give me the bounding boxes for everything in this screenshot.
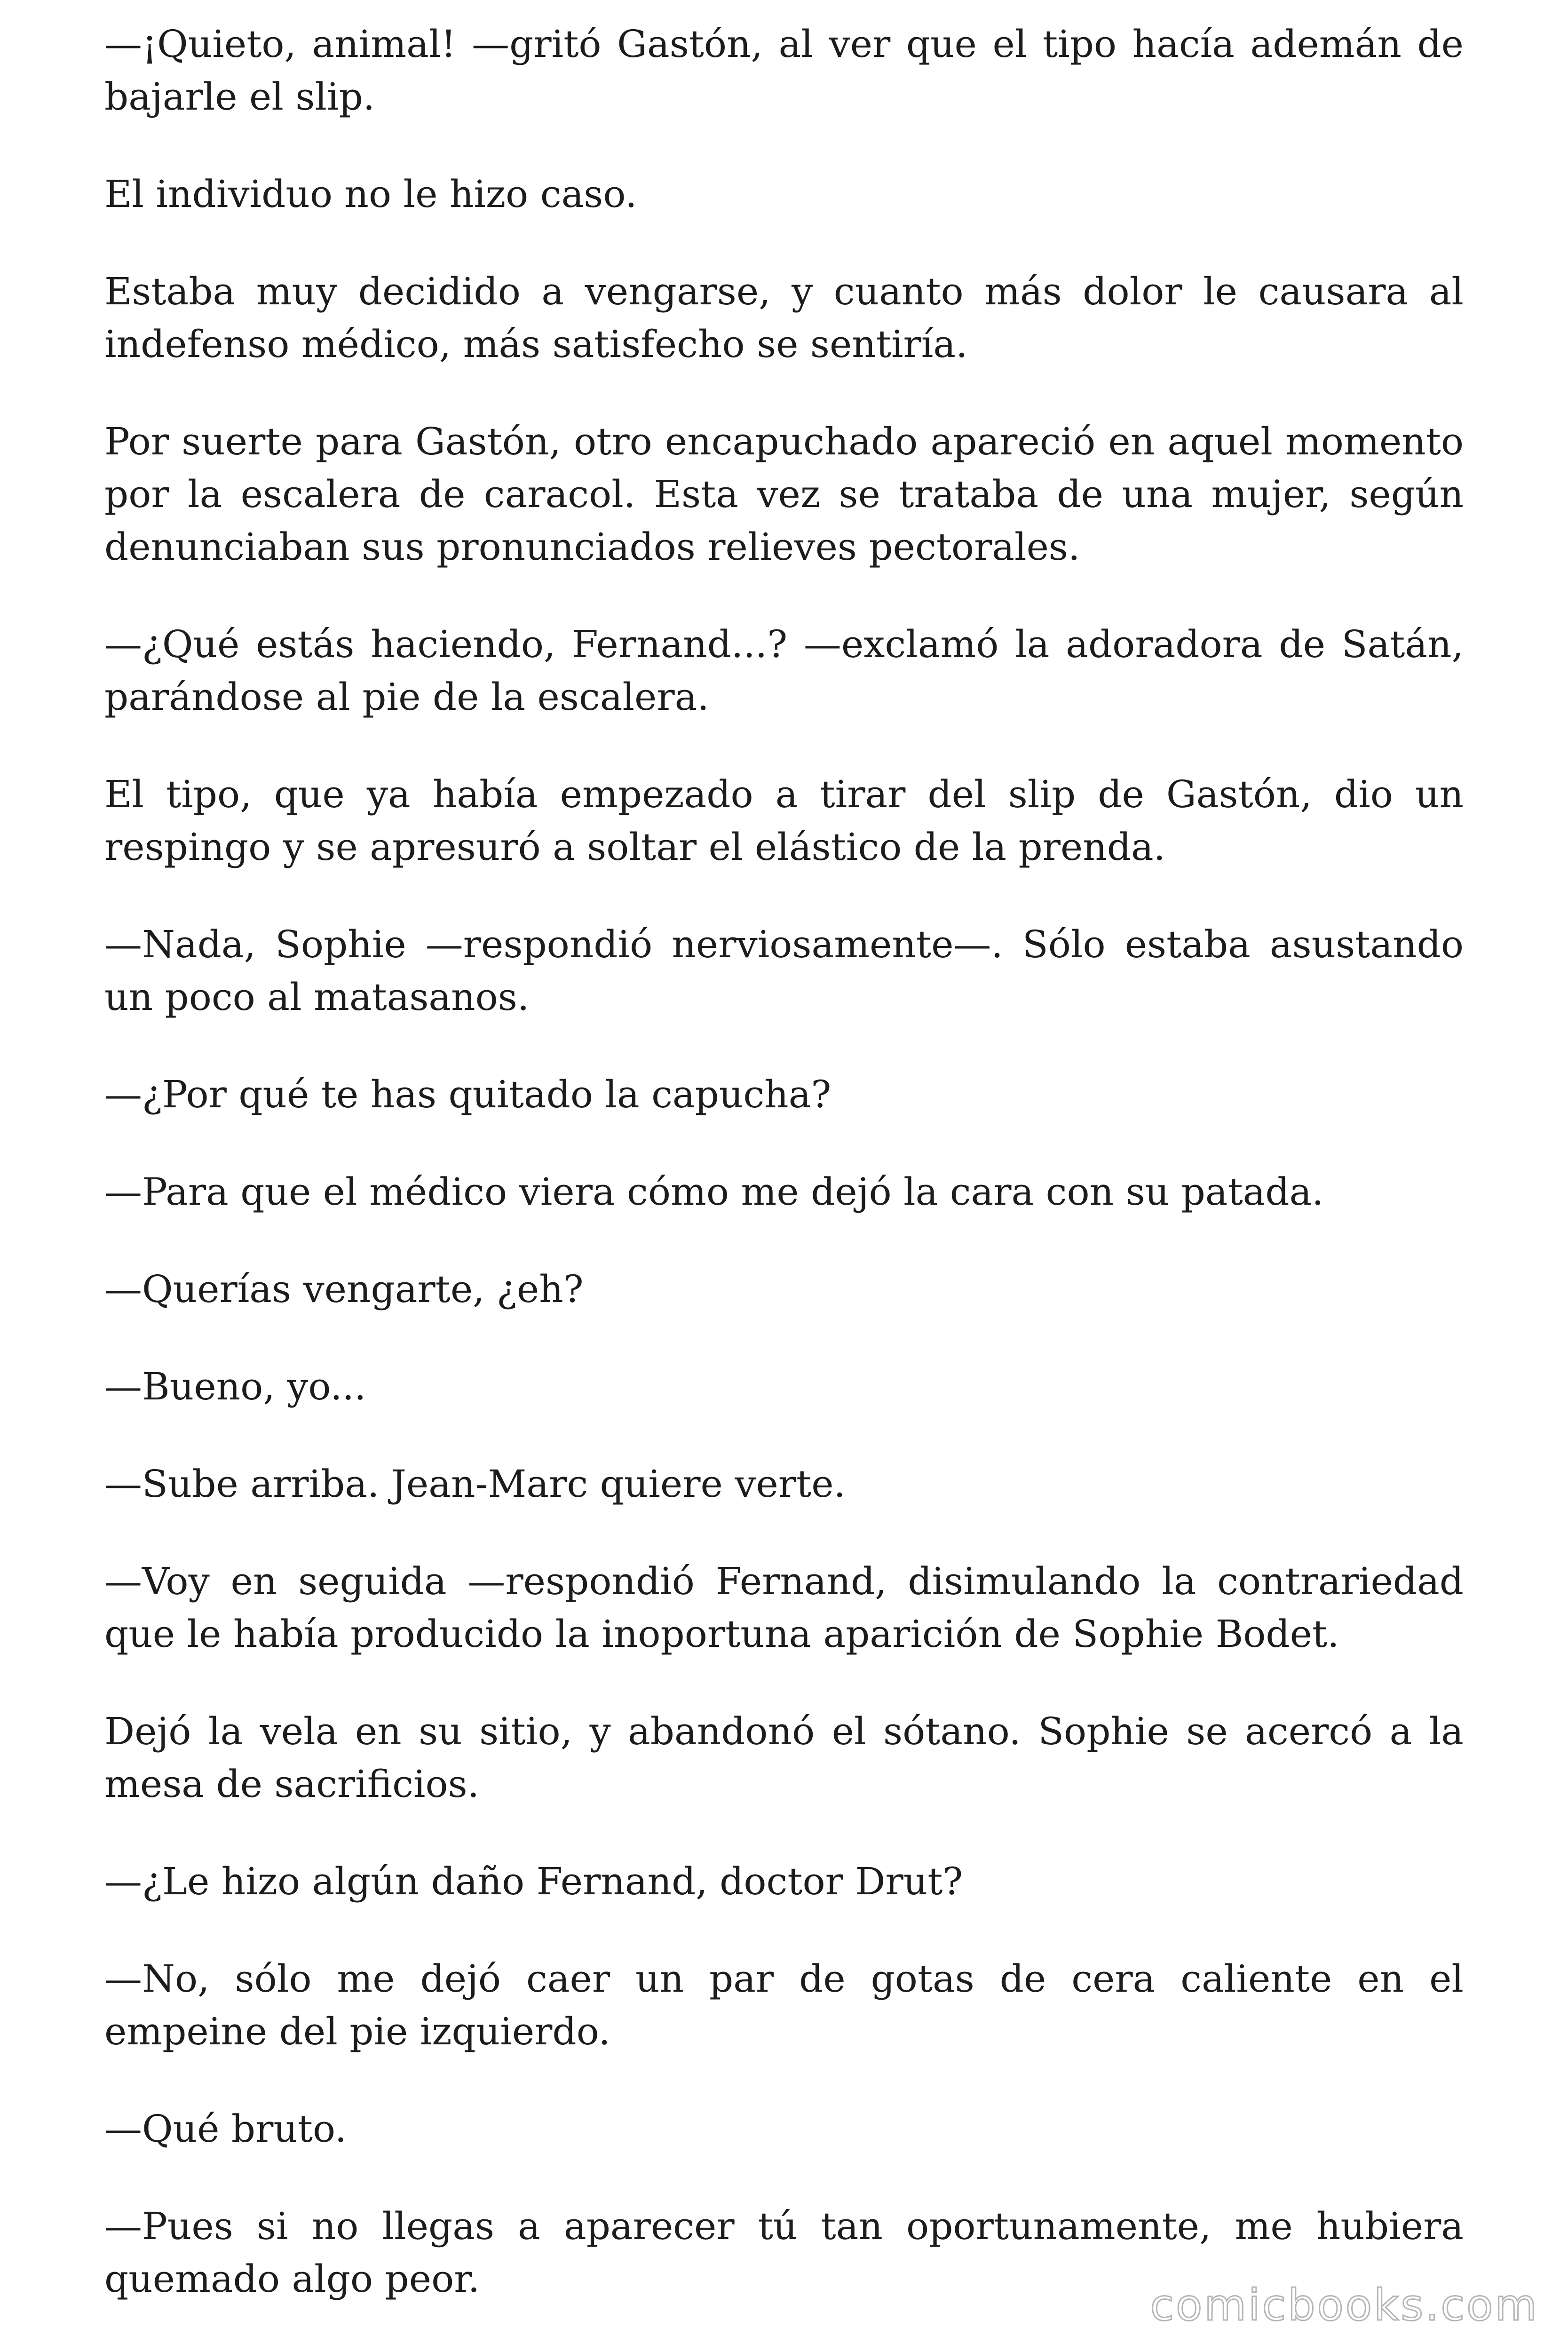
- paragraph-1: —¡Quieto, animal! —gritó Gastón, al ver que el tipo hacía ademán de bajarle el slip.: [104, 22, 1464, 119]
- paragraph-12: —Sube arriba. Jean-Marc quiere verte.: [104, 1462, 846, 1506]
- paragraph-6: El tipo, que ya había empezado a tirar del slip de Gastón, dio un respingo y se apresuró a soltar el elástico de la prenda.: [104, 772, 1464, 869]
- watermark-logo: comicbooks.com: [1150, 2280, 1539, 2330]
- paragraph-2: El individuo no le hizo caso.: [104, 172, 637, 216]
- paragraph-7: —Nada, Sophie —respondió nerviosamente—. Sólo estaba asustando un poco al matasanos.: [104, 922, 1464, 1019]
- paragraph-10: —Querías vengarte, ¿eh?: [104, 1267, 584, 1311]
- paragraph-4: Por suerte para Gastón, otro encapuchado apareció en aquel momento por la escalera de caracol. Esta vez se trataba de una mujer, según denunciaban sus pronunciados relieves pectorales.: [104, 420, 1464, 569]
- paragraph-8: —¿Por qué te has quitado la capucha?: [104, 1073, 832, 1116]
- paragraph-5: —¿Qué estás haciendo, Fernand...? —exclamó la adoradora de Satán, parándose al pie de la escalera.: [104, 622, 1464, 719]
- paragraph-17: —Qué bruto.: [104, 2107, 347, 2151]
- body-text: [104, 18, 1464, 2350]
- paragraph-18: —Pues si no llegas a aparecer tú tan oportunamente, me hubiera quemado algo peor.: [104, 2204, 1464, 2301]
- paragraph-3: Estaba muy decidido a vengarse, y cuanto más dolor le causara al indefenso médico, más satisfecho se sentiría.: [104, 270, 1464, 366]
- paragraph-16: —No, sólo me dejó caer un par de gotas de cera caliente en el empeine del pie izquierdo.: [104, 1957, 1464, 2053]
- paragraph-13: —Voy en seguida —respondió Fernand, disimulando la contrariedad que le había producido la inoportuna aparición de Sophie Bodet.: [104, 1559, 1464, 1656]
- paragraph-15: —¿Le hizo algún daño Fernand, doctor Drut?: [104, 1859, 963, 1903]
- paragraph-11: —Bueno, yo...: [104, 1365, 366, 1408]
- paragraph-14: Dejó la vela en su sitio, y abandonó el sótano. Sophie se acercó a la mesa de sacrificios.: [104, 1709, 1464, 1806]
- paragraph-9: —Para que el médico viera cómo me dejó la cara con su patada.: [104, 1170, 1324, 1214]
